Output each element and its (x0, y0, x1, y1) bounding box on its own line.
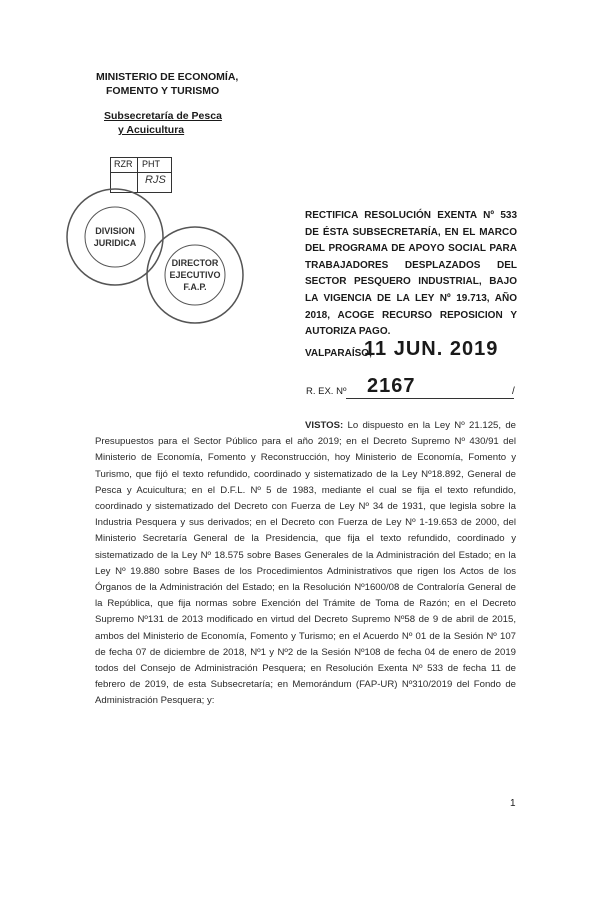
subsecretaria-line-2: y Acuicultura (118, 124, 185, 136)
vistos-paragraph (95, 418, 516, 710)
place-label: VALPARAÍSO, (305, 348, 372, 359)
stamp-left-line-1: DIVISION (95, 226, 135, 236)
stamp-right-line-2: EJECUTIVO (169, 270, 221, 280)
subsecretaria-line-1: Subsecretaría de Pesca (104, 110, 222, 122)
page-number: 1 (510, 798, 516, 809)
initials-col-2: PHT (142, 159, 160, 169)
ministry-line-2: FOMENTO Y TURISMO (106, 85, 220, 97)
subsecretaria-heading (104, 109, 244, 137)
resolution-slash: / (512, 386, 515, 397)
vistos-text: Lo dispuesto en la Ley Nº 21.125, de Presupuestos para el Sector Público para el año 2019; en el Decreto Supremo Nº 430/91 del Ministerio de Economía, Fomento y Reconstrucción, hoy Ministerio de Economía, Fomento y Turismo, que fijó el texto refundido, coordinado y sistematizado de la Ley Nº18.892, General de Pesca y Acuicultura; en el D.F.L. Nº 5 de 1983, mediante el cual se fija el texto refundido, coordinado y sistematizado del Decreto con Fuerza de Ley Nº 34 de 1931, que legisla sobre la Industria Pesquera y sus derivados; en el Decreto con Fuerza de Ley Nº 1-19.653 de 2000, del Ministerio Secretaría General de la Presidencia, que fija el texto refundido, coordinado y sistematizado de la Ley Nº 18.575 sobre Bases Generales de la Administración del Estado; en la Ley Nº 19.880 sobre Bases de los Procedimientos Administrativos que rigen los Actos de los Órganos de la Administración del Estado; en la Resolución Nº1600/08 de Contraloría General de la República, que fija normas sobre Exención del Trámite de Toma de Razón; en el Decreto Supremo Nº131 de 2013 modificado en virtud del Decreto Supremo Nº58 de 9 de abril de 2015, ambos del Ministerio de Economía, Fomento y Turismo; en el Acuerdo Nº 01 de la Sesión Nº 107 de fecha 07 de diciembre de 2018, Nº1 y Nº2 de la Sesión Nº108 de fecha 04 de enero de 2019 todos del Consejo de Administración Pesquera; en Resolución Exenta Nº 533 de fecha 11 de febrero de 2019, de esta Subsecretaría; en Memorándum (FAP-UR) Nº310/2019 del Fondo de Administración Pesquera; y: (95, 420, 516, 707)
vistos-lead: VISTOS: (305, 420, 344, 431)
director-ejecutivo-stamp (140, 220, 250, 330)
stamp-right-line-3: F.A.P. (183, 282, 207, 292)
resolution-label: R. EX. Nº (306, 386, 347, 397)
ministry-line-1: MINISTERIO DE ECONOMÍA, (96, 71, 239, 83)
resolution-number: 2167 (367, 375, 416, 397)
ministry-heading (96, 70, 256, 98)
resolution-title: RECTIFICA RESOLUCIÓN EXENTA Nº 533 DE ÉSTA SUBSECRETARÍA, EN EL MARCO DEL PROGRAMA DE APOYO SOCIAL PARA TRABAJADORES DESPLAZADOS DEL SECTOR PESQUERO INDUSTRIAL, BAJO LA VIGENCIA DE LA LEY Nº 19.713, AÑO 2018, ACOGE RECURSO REPOSICION Y AUTORIZA PAGO. (305, 210, 517, 338)
stamp-right-line-1: DIRECTOR (171, 258, 219, 268)
initials-col-1: RZR (114, 159, 133, 169)
resolution-underline (346, 398, 514, 399)
date-stamp: 11 JUN. 2019 (364, 338, 499, 360)
stamp-left-line-2: JURIDICA (93, 238, 137, 248)
initials-signature: RJS (145, 174, 166, 186)
